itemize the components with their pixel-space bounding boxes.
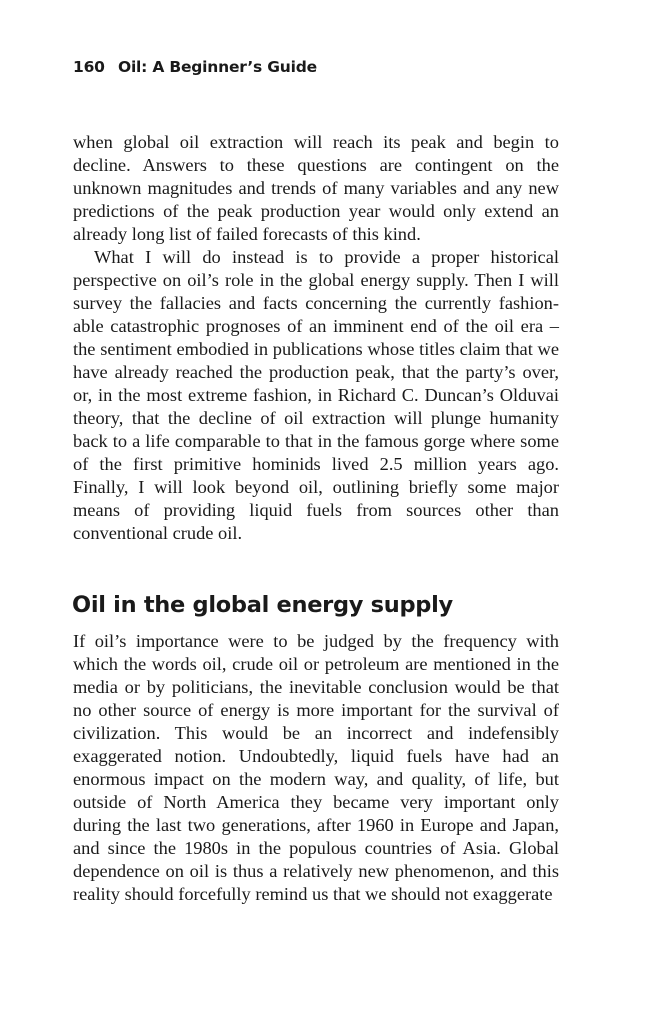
book-title: Oil: A Beginner’s Guide (117, 58, 317, 76)
running-head (73, 58, 317, 76)
paragraph: If oil’s importance were to be judged by the frequency with which the words oil, crude oil or petroleum are mentioned in the media or by politicians, the inevitable conclusion would be that no other source of energy is more important for the survival of civilization. This would be an incorrect and indefensibly exaggerated notion. Undoubtedly, liquid fuels have had an enormous impact on the modern way, and quality, of life, but outside of North America they became very important only during the last two generations, after 1960 in Europe and Japan, and since the 1980s in the populous countries of Asia. Global dependence on oil is thus a relatively new phenomenon, and this reality should forcefully remind us that we should not exaggerate (73, 631, 559, 904)
paragraph-continued: when global oil extraction will reach its peak and begin to decline. Answers to these questions are contingent on the unknown magnitudes and trends of many variables and any new predictions of the peak production year would only extend an already long list of failed forecasts of this kind. (73, 132, 559, 244)
body-text-before-heading (73, 131, 559, 545)
section-body-text (73, 630, 559, 906)
paragraph: What I will do instead is to provide a proper historical perspective on oil’s role in the global energy supply. Then I will survey the fallacies and facts concerning the currently fashion-able catastrophic prognoses of an imminent end of the oil era – the sentiment embodied in publications whose titles claim that we have already reached the production peak, that the party’s over, or, in the most extreme fashion, in Richard C. Duncan’s Olduvai theory, that the decline of oil extraction will plunge humanity back to a life comparable to that in the famous gorge where some of the first primitive hominids lived 2.5 million years ago. Finally, I will look beyond oil, outlining briefly some major means of providing liquid fuels from sources other than conventional crude oil. (73, 247, 559, 543)
section-heading: Oil in the global energy supply (72, 592, 453, 618)
page-number: 160 (73, 58, 105, 76)
